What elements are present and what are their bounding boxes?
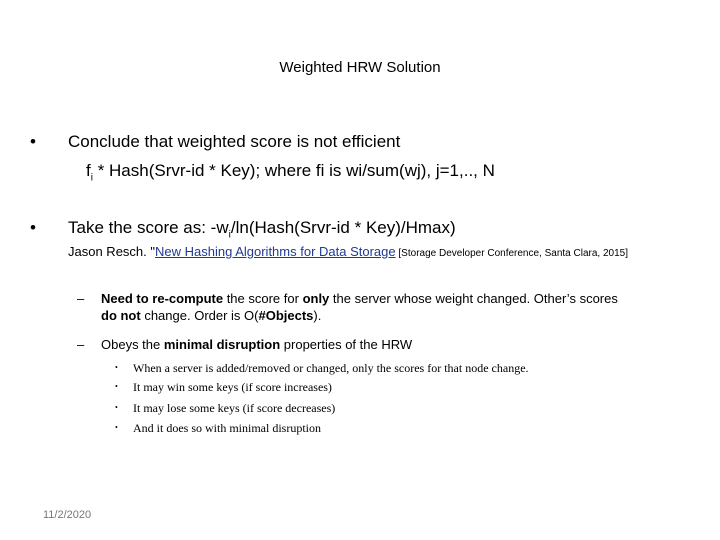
score-subscript: i	[228, 229, 231, 241]
sub-sub-text: When a server is added/removed or changed, only the scores for that node change.	[133, 361, 529, 375]
sub-sub-point	[115, 361, 529, 375]
only-bold: only	[302, 291, 330, 306]
bullet-text: Conclude that weighted score is not efficient	[68, 132, 401, 151]
recompute-text-4: ).	[313, 308, 322, 323]
bullet-conclude	[30, 132, 400, 152]
slide-title: Weighted HRW Solution	[279, 59, 441, 76]
formula-subscript: i	[90, 172, 93, 184]
do-not-bold: do not	[101, 308, 141, 323]
sub-sub-text: It may lose some keys (if score decreases)	[133, 401, 336, 415]
citation-author: Jason Resch. "	[68, 244, 155, 259]
disruption-text-1: Obeys the	[101, 337, 164, 352]
sub-sub-text: It may win some keys (if score increases)	[133, 380, 332, 394]
formula-line	[86, 161, 495, 188]
small-bullet-marker: •	[115, 363, 118, 372]
bullet-marker: •	[30, 218, 36, 237]
bullet-score	[30, 218, 456, 245]
dash-marker: –	[77, 291, 85, 306]
recompute-bold: Need to re-compute	[101, 291, 224, 306]
sub-sub-text: And it does so with minimal disruption	[133, 421, 321, 435]
footer-date: 11/2/2020	[43, 509, 92, 521]
formula-pre: f	[86, 161, 91, 180]
objects-bold: #Objects	[258, 308, 314, 323]
small-bullet-marker: •	[115, 382, 118, 391]
sub-sub-point	[115, 421, 321, 435]
score-pre: Take the score as: -w	[68, 218, 229, 237]
citation	[68, 244, 628, 262]
disruption-bold: minimal disruption	[163, 337, 281, 352]
small-bullet-marker: •	[115, 403, 118, 412]
recompute-text-1: the score for	[223, 291, 303, 306]
sub-point-recompute	[77, 290, 687, 324]
recompute-text-3: change. Order is O(	[140, 308, 259, 323]
sub-point-disruption	[77, 336, 687, 353]
formula-post: * Hash(Srvr-id * Key); where fi is wi/sum(wj), j=1,.., N	[92, 161, 495, 180]
recompute-text-2: the server whose weight changed. Other’s scores	[329, 291, 618, 306]
dash-marker: –	[77, 337, 85, 352]
bullet-marker: •	[30, 132, 36, 151]
sub-sub-point	[115, 401, 335, 415]
recompute-continuation	[77, 307, 687, 324]
disruption-text-2: properties of the HRW	[280, 337, 413, 352]
sub-sub-point	[115, 380, 332, 394]
citation-link[interactable]: New Hashing Algorithms for Data Storage	[155, 244, 396, 259]
score-post: /ln(Hash(Srvr-id * Key)/Hmax)	[230, 218, 456, 237]
citation-venue: [Storage Developer Conference, Santa Clara, 2015]	[395, 248, 628, 259]
small-bullet-marker: •	[115, 423, 118, 432]
